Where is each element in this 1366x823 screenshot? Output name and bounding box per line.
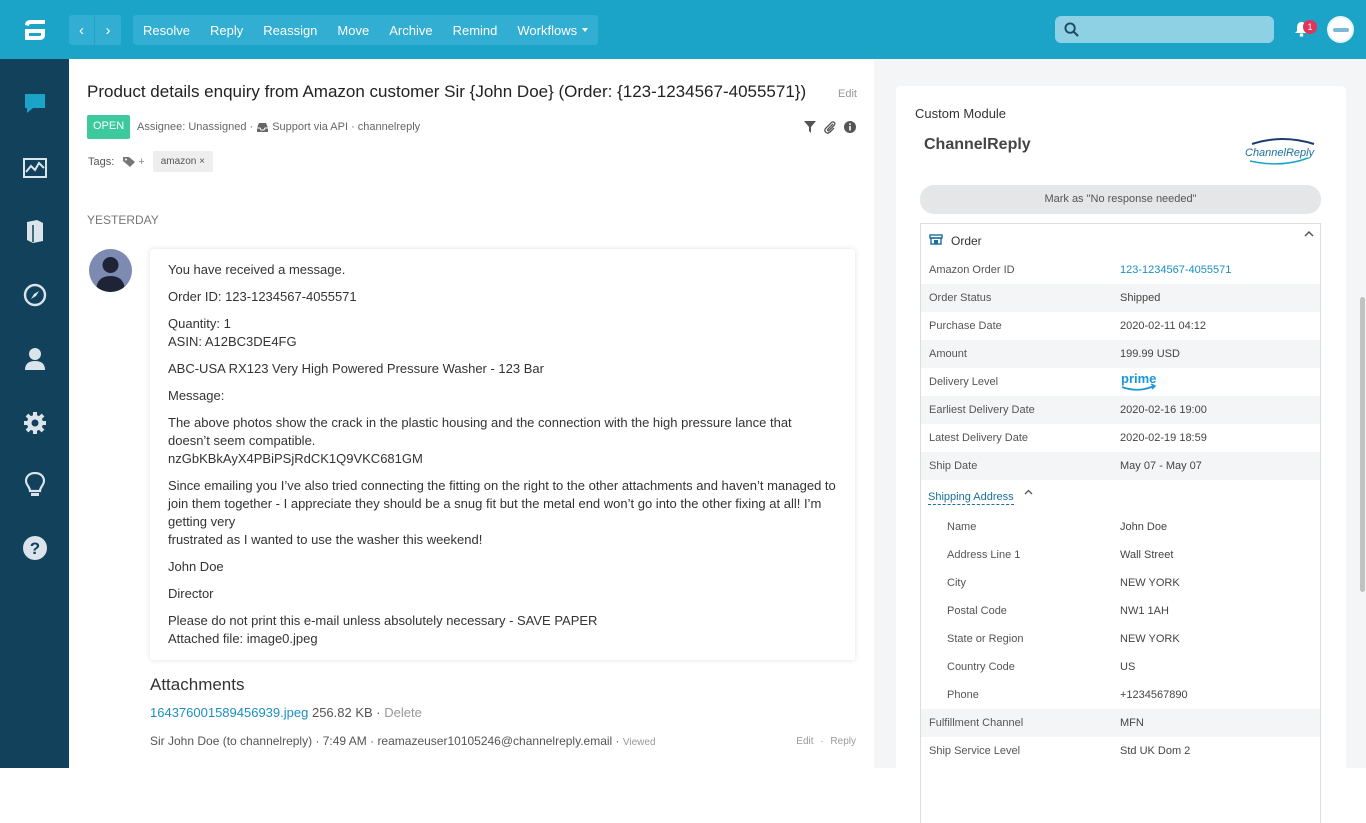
message-sender-info: Sir John Doe (to channelreply) · 7:49 AM · reamazeuser10105246@channelreply.email · [150,734,620,748]
message-line: ABC-USA RX123 Very High Powered Pressure Washer - 123 Bar [168,361,544,376]
right-panel-scrollbar[interactable] [1360,297,1365,592]
top-bar [0,0,1366,59]
field-label: Delivery Level [929,376,999,388]
attachment-link[interactable]: 164376001589456939.jpeg [150,705,309,720]
field-value: US [1120,661,1136,673]
customer-avatar [89,249,132,292]
add-tag-button[interactable]: + [138,155,145,168]
channelreply-logo [1242,136,1317,173]
logo-text: ChannelReply [1245,147,1315,159]
tags-row [88,151,213,172]
field-value: Std UK Dom 2 [1120,745,1191,757]
svg-text:?: ? [29,539,41,558]
search-icon [1064,22,1079,37]
right-panel [874,59,1366,768]
separator: · [820,736,824,747]
field-label: Latest Delivery Date [929,432,1029,444]
order-section [920,223,1321,823]
field-value: NW1 1AH [1120,605,1169,617]
viewed-status: Viewed [622,737,656,748]
message-line: Order ID: 123-1234567-4055571 [168,289,357,304]
chevron-up-icon[interactable] [1304,230,1314,237]
message-line: Please do not print this e-mail unless absolutely necessary - SAVE PAPER Attached file: image0.jpeg [168,613,598,646]
order-row [921,284,1320,312]
store-icon [929,234,943,245]
order-row [921,396,1320,424]
workflows-dropdown[interactable] [507,15,598,45]
field-label: Purchase Date [929,320,1002,332]
field-value: 2020-02-19 18:59 [1120,432,1207,444]
field-label: Name [947,521,977,533]
field-label: Order Status [929,292,992,304]
tags-label: Tags: [88,155,115,168]
move-button[interactable]: Move [337,22,370,38]
lightbulb-icon[interactable] [22,472,48,498]
field-value: MFN [1120,717,1144,729]
field-label: Amazon Order ID [929,264,1015,276]
resolve-button[interactable]: Resolve [143,22,190,38]
reply-message-link[interactable]: Reply [830,736,856,747]
filter-icon[interactable] [804,121,816,133]
conversation-title: Product details enquiry from Amazon customer Sir {John Doe} (Order: {123-1234567-4055571}) [87,82,807,101]
archive-button[interactable]: Archive [389,22,433,38]
edit-title-link[interactable]: Edit [838,88,857,100]
address-row [921,625,1320,653]
info-icon[interactable] [844,121,856,133]
field-label: Earliest Delivery Date [929,404,1035,416]
remind-button[interactable]: Remind [452,22,498,38]
day-divider: YESTERDAY [87,213,159,227]
assignee-label[interactable]: Assignee: Unassigned · [137,121,254,133]
custom-module-panel [896,86,1346,786]
chevron-up-icon [1024,489,1033,495]
address-row [921,541,1320,569]
field-value: NEW YORK [1120,577,1180,589]
message-line: John Doe [168,559,224,574]
amazon-order-id-link[interactable]: 123-1234567-4055571 [1120,264,1232,276]
channel-label: Support via API · channelreply [272,121,421,133]
sidebar [0,59,69,768]
message-line: You have received a message. [168,262,346,277]
message-line: Message: [168,388,225,403]
field-value: 199.99 USD [1120,348,1180,360]
tag-chip-amazon[interactable]: amazon × [153,151,213,172]
order-row [921,709,1320,737]
field-value: +1234567890 [1120,689,1188,701]
message-line: The above photos show the crack in the plastic housing and the connection with the high pressure lance that doesn’t seem compatible. nzGbKBkAyX4PBiPSjRdCK1Q9VKC681GM [168,415,792,466]
order-row [921,424,1320,452]
address-row [921,681,1320,709]
order-row [921,340,1320,368]
field-label: Fulfillment Channel [929,717,1024,729]
shipping-address-toggle[interactable] [921,480,1320,513]
previous-button[interactable]: ‹ [69,15,95,45]
order-header[interactable] [921,224,1320,256]
conversations-icon[interactable] [22,90,48,116]
message-line: Director [168,586,214,601]
nav-arrows [69,15,121,45]
conversation-meta [137,121,420,133]
knowledge-book-icon[interactable] [22,218,48,244]
paperclip-icon[interactable] [824,121,836,134]
field-value: Shipped [1120,292,1161,304]
field-value: May 07 - May 07 [1120,460,1202,472]
order-heading: Order [951,234,982,248]
caret-down-icon [582,28,588,32]
order-row [921,312,1320,340]
message-card [150,249,855,660]
field-label: Address Line 1 [947,549,1021,561]
attachments-heading: Attachments [150,675,245,694]
address-row [921,597,1320,625]
inbox-icon [256,122,269,133]
status-badge[interactable]: OPEN [87,115,130,139]
address-row [921,569,1320,597]
tag-icon[interactable] [123,156,136,167]
reamaze-logo-icon[interactable] [22,18,48,42]
attachment-row [150,705,422,720]
search-input[interactable] [1055,16,1274,43]
message-line: Since emailing you I’ve also tried connecting the fitting on the right to the other attachments and haven’t managed to join them together - I appreciate they should be a snug fit but the metal end won’t go into the other fixing at all! I’m getting very frustrated as I wanted to use the washer this weekend! [168,478,836,547]
field-value: 2020-02-11 04:12 [1120,320,1207,332]
module-title: Custom Module [915,106,1007,121]
address-row [921,513,1320,541]
order-row [921,452,1320,480]
field-label: Country Code [947,661,1015,673]
reply-button[interactable]: Reply [209,22,244,38]
conversation-pane [69,59,874,768]
field-value: John Doe [1120,521,1168,533]
delete-attachment-link[interactable]: Delete [384,705,422,720]
message-actions [796,736,856,747]
field-label: Amount [929,348,967,360]
user-avatar[interactable] [1327,16,1354,43]
field-value: Wall Street [1120,549,1174,561]
field-label: Postal Code [947,605,1007,617]
conversation-tools [804,121,856,134]
settings-gear-icon[interactable] [22,410,48,436]
edit-message-link[interactable]: Edit [796,736,814,747]
message-line: Quantity: 1 ASIN: A12BC3DE4FG [168,316,297,349]
order-row [921,256,1320,284]
next-button[interactable]: › [105,21,111,39]
order-row [921,737,1320,765]
channelreply-title: ChannelReply [924,136,1031,153]
notification-badge: 1 [1303,20,1317,34]
field-label: State or Region [947,633,1024,645]
attachment-size: 256.82 KB · [311,705,381,720]
field-label: Ship Date [929,460,978,472]
field-value: NEW YORK [1120,633,1180,645]
shipping-address-heading: Shipping Address [928,491,1014,503]
reassign-button[interactable]: Reassign [263,22,318,38]
help-question-icon[interactable] [22,535,48,561]
compass-icon[interactable] [22,282,48,308]
prime-logo [1120,371,1160,396]
workflows-label: Workflows [517,22,578,38]
address-row [921,653,1320,681]
reports-icon[interactable] [22,155,48,181]
field-label: Ship Service Level [929,745,1021,757]
field-label: City [947,577,966,589]
field-label: Phone [947,689,979,701]
prime-text: prime [1121,371,1157,386]
order-row [921,368,1320,396]
message-footer [150,734,856,748]
customers-person-icon[interactable] [22,346,48,372]
action-toolbar [133,15,598,45]
mark-no-response-button[interactable]: Mark as "No response needed" [920,185,1321,214]
field-value: 2020-02-16 19:00 [1120,404,1207,416]
